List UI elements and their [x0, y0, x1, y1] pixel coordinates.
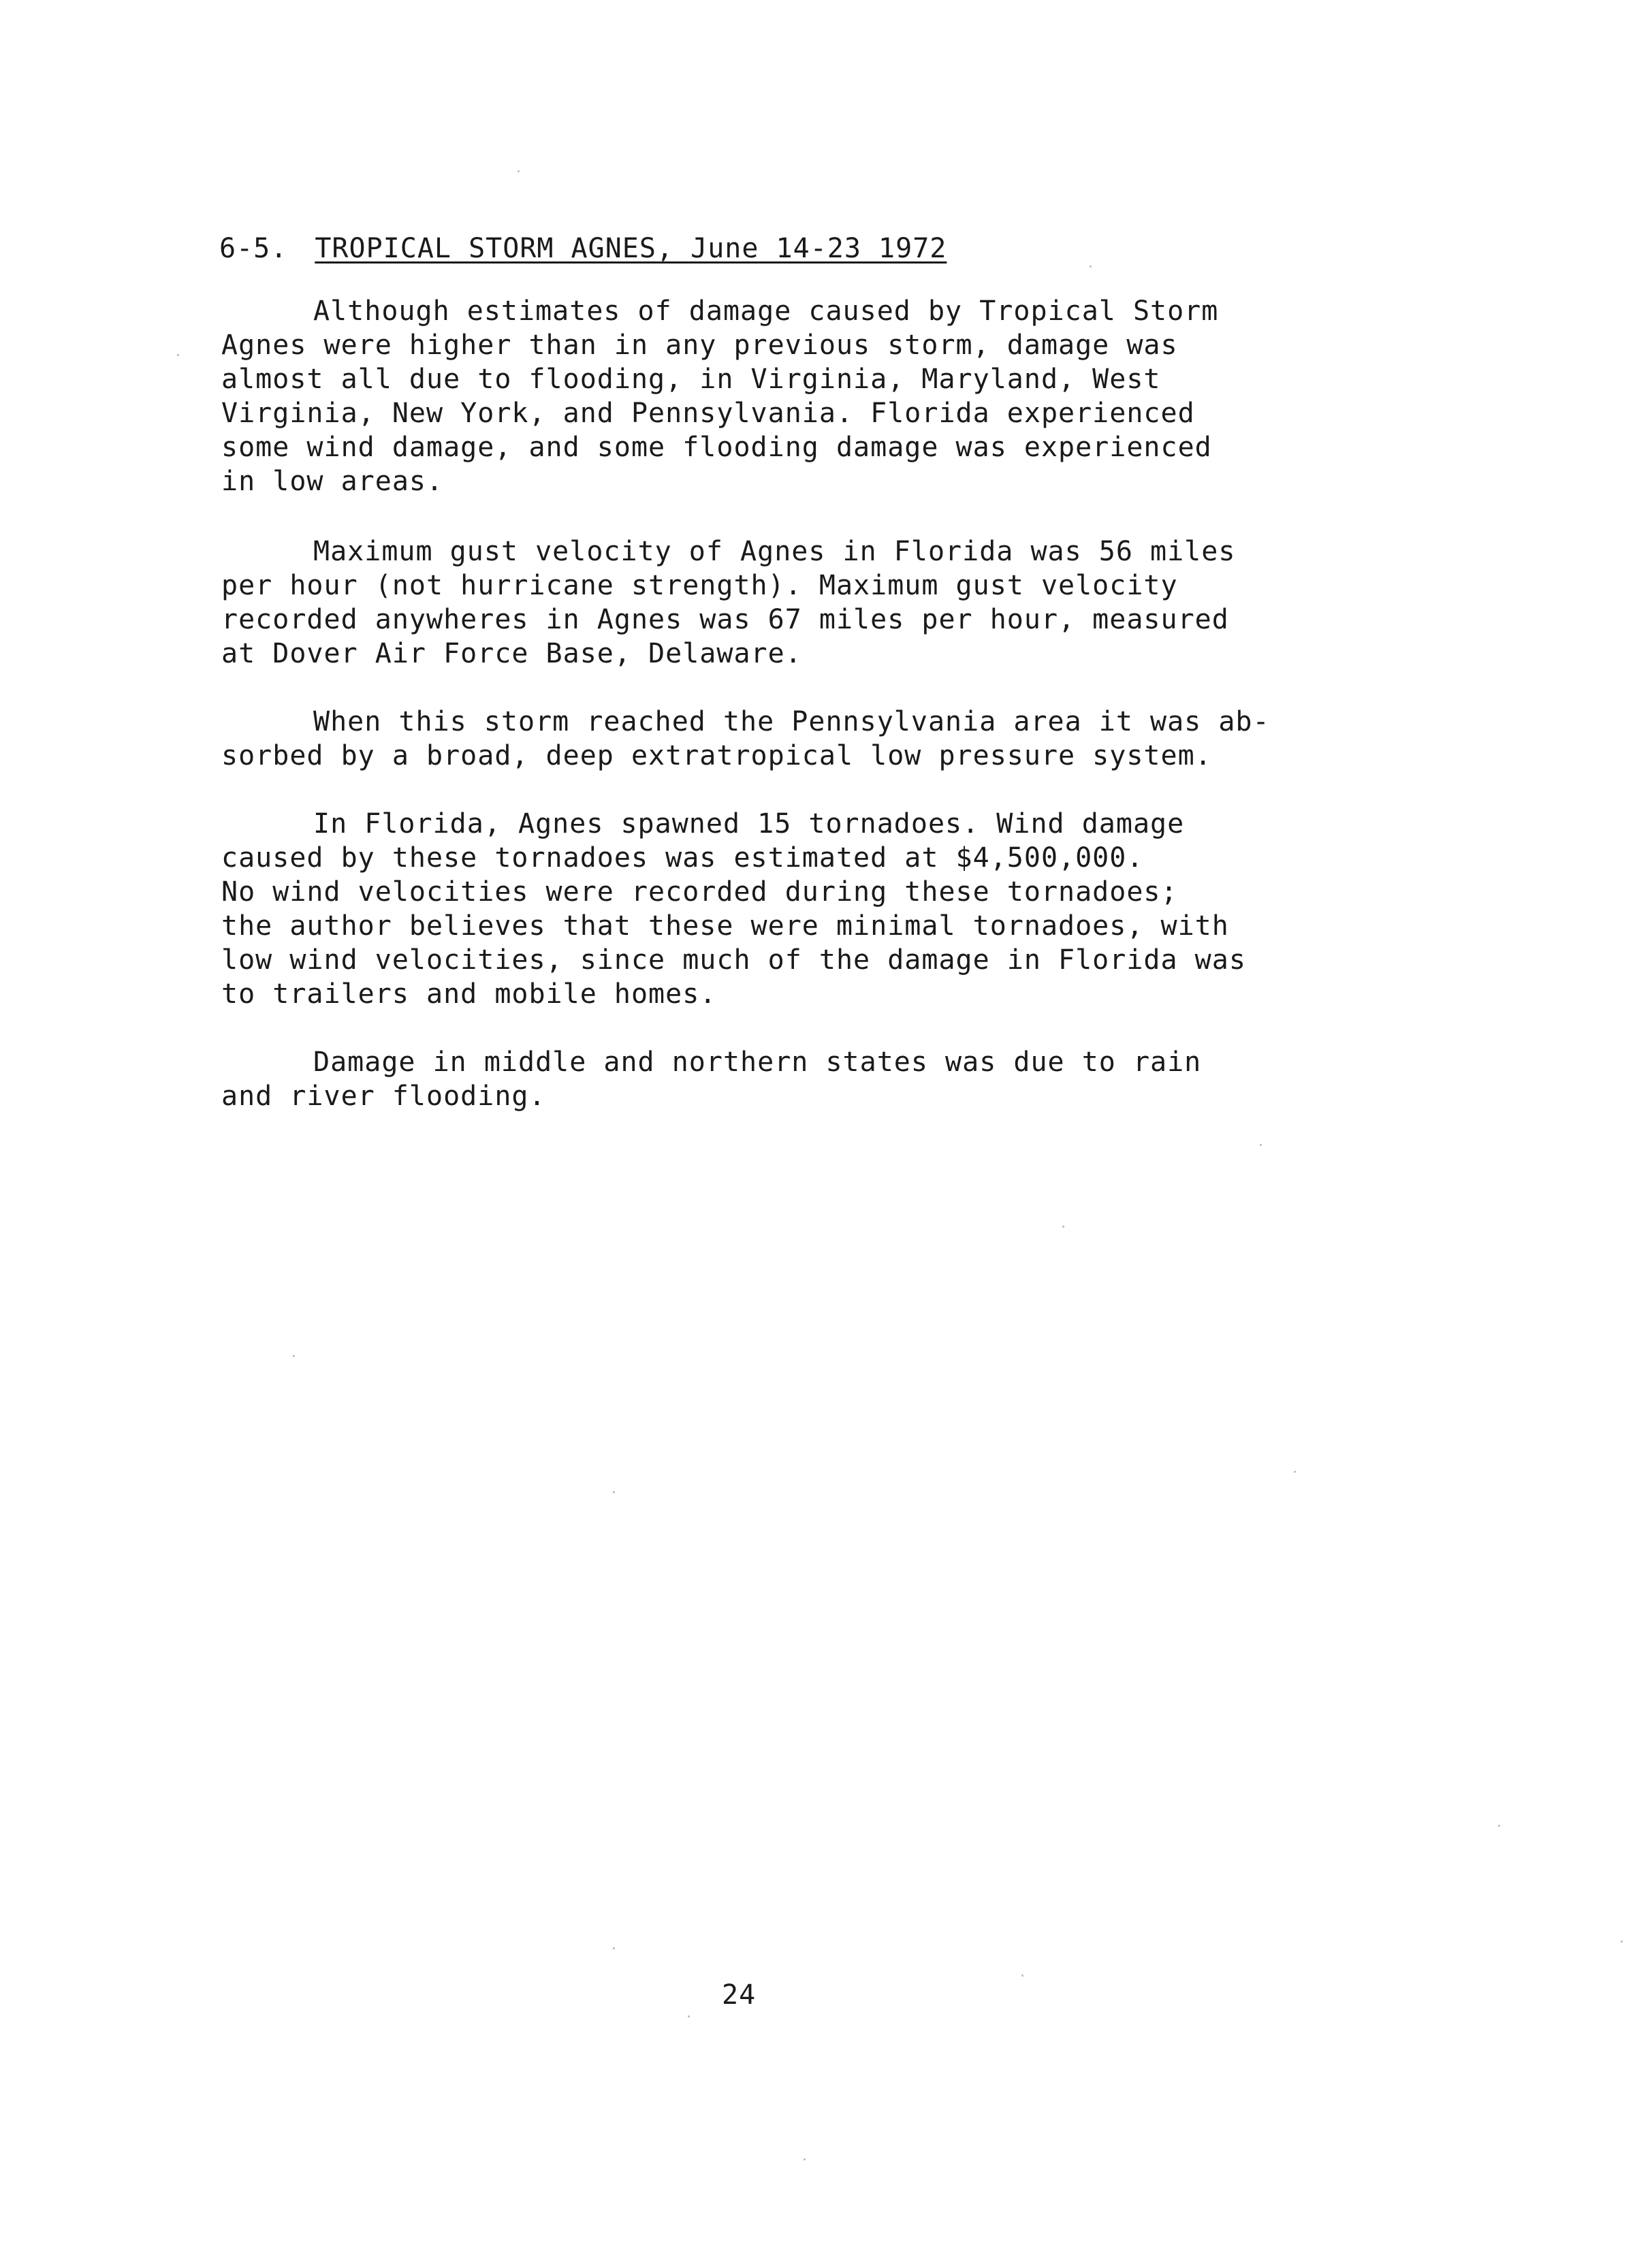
page-number: 24 [722, 1979, 757, 2011]
paragraph-gust-velocity [221, 534, 1379, 671]
scan-speck [518, 170, 520, 172]
paragraph-line: to trailers and mobile homes. [221, 978, 717, 1010]
scan-speck [804, 2158, 806, 2160]
paragraph-line: low wind velocities, since much of the damage in Florida was [221, 944, 1246, 976]
scan-speck [177, 354, 179, 356]
paragraph-florida-tornadoes [221, 807, 1379, 1011]
section-number: 6-5. [219, 233, 288, 264]
paragraph-line: Agnes were higher than in any previous storm, damage was [221, 330, 1178, 361]
scan-speck [1260, 1144, 1262, 1146]
paragraph-line: When this storm reached the Pennsylvania area it was ab- [313, 706, 1270, 737]
paragraph-line: Damage in middle and northern states was due to rain [313, 1047, 1202, 1078]
paragraph-line: per hour (not hurricane strength). Maximum gust velocity [221, 570, 1178, 601]
paragraph-line: Although estimates of damage caused by Tropical Storm [313, 296, 1219, 327]
paragraph-line: in low areas. [221, 466, 444, 497]
scan-speck [1062, 1226, 1064, 1228]
scan-speck [688, 2015, 690, 2017]
scan-speck [613, 1491, 615, 1493]
paragraph-line: at Dover Air Force Base, Delaware. [221, 638, 802, 669]
scan-speck [1294, 1471, 1296, 1473]
scan-speck [1621, 1941, 1623, 1943]
paragraph-line: In Florida, Agnes spawned 15 tornadoes. Wind damage [313, 808, 1185, 840]
paragraph-northern-states [221, 1045, 1379, 1113]
section-heading [219, 232, 947, 266]
paragraph-line: caused by these tornadoes was estimated at $4,500,000. [221, 842, 1144, 874]
paragraph-line: sorbed by a broad, deep extratropical low pressure system. [221, 740, 1212, 771]
scan-speck [1090, 266, 1092, 268]
paragraph-line: recorded anywheres in Agnes was 67 miles per hour, measured [221, 604, 1229, 635]
paragraph-line: and river flooding. [221, 1081, 546, 1112]
scan-speck [613, 1947, 615, 1949]
paragraph-pennsylvania [221, 705, 1379, 773]
paragraph-line: some wind damage, and some flooding damage was experienced [221, 432, 1212, 463]
paragraph-line: Maximum gust velocity of Agnes in Florida was 56 miles [313, 536, 1236, 567]
paragraph-line: the author believes that these were minimal tornadoes, with [221, 910, 1229, 942]
scan-speck [293, 1355, 295, 1357]
paragraph-damage-overview [221, 294, 1379, 498]
paragraph-line: No wind velocities were recorded during these tornadoes; [221, 876, 1178, 908]
paragraph-line: almost all due to flooding, in Virginia, Maryland, West [221, 364, 1161, 395]
scan-speck [1021, 1975, 1023, 1977]
section-title: TROPICAL STORM AGNES, June 14-23 1972 [315, 233, 947, 264]
paragraph-line: Virginia, New York, and Pennsylvania. Florida experienced [221, 398, 1195, 429]
scan-speck [1498, 1825, 1500, 1827]
